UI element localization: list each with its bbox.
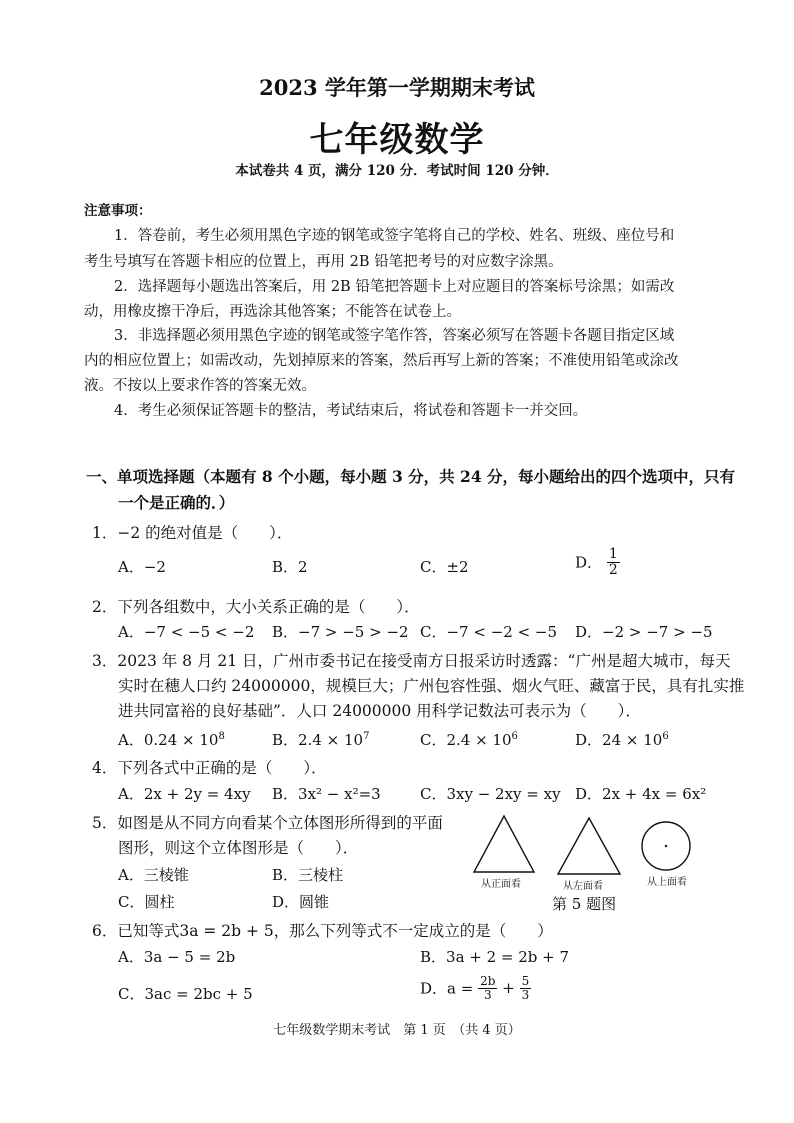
fraction bbox=[520, 975, 532, 1001]
question-1-option-d bbox=[575, 547, 620, 577]
fraction-denominator: 2 bbox=[608, 561, 618, 578]
note-2-line-2: 动，用橡皮擦干净后，再选涂其他答案；不能答在试卷上。 bbox=[84, 304, 461, 320]
question-6-option-d-label: D．a = bbox=[420, 979, 474, 998]
fraction-denominator: 3 bbox=[483, 987, 492, 1002]
top-view-label: 从上面看 bbox=[647, 877, 687, 888]
question-4-option-b: B．3x² − x²=3 bbox=[272, 785, 381, 803]
notes-heading: 注意事项： bbox=[84, 203, 152, 219]
question-4-option-d: D．2x + 4x = 6x² bbox=[575, 785, 707, 803]
exam-info: 本试卷共 4 页，满分 120 分．考试时间 120 分钟． bbox=[235, 163, 559, 179]
fraction-denominator: 3 bbox=[521, 987, 530, 1002]
question-2-option-d: D．−2 > −7 > −5 bbox=[575, 623, 713, 641]
question-6-stem: 6．已知等式3a = 2b + 5，那么下列等式不一定成立的是（ ） bbox=[92, 922, 553, 940]
fraction bbox=[607, 547, 620, 577]
fraction bbox=[478, 975, 497, 1001]
question-4-stem: 4．下列各式中正确的是（ ）． bbox=[92, 759, 327, 777]
fraction-numerator: 5 bbox=[521, 974, 530, 988]
question-1-option-b: B．2 bbox=[272, 558, 308, 576]
note-3-line-3: 液。不按以上要求作答的答案无效。 bbox=[84, 378, 316, 394]
question-3-option-b-exponent: 7 bbox=[363, 731, 370, 742]
question-6-option-b: B．3a + 2 = 2b + 7 bbox=[420, 948, 570, 966]
question-4-option-c: C．3xy − 2xy = xy bbox=[420, 785, 561, 803]
question-2-option-a: A．−7 < −5 < −2 bbox=[118, 623, 255, 641]
question-3-option-a-text: A．0.24 × 10 bbox=[118, 731, 219, 749]
question-3-line-3: 进共同富裕的良好基础”．人口 24000000 用科学记数法可表示为（ ）． bbox=[118, 702, 641, 720]
question-5-figure-caption: 第 5 题图 bbox=[552, 895, 617, 913]
question-3-option-d-exponent: 6 bbox=[662, 731, 669, 742]
question-5-option-c: C．圆柱 bbox=[118, 893, 175, 911]
question-1-option-d-label: D． bbox=[575, 553, 603, 572]
left-view-label: 从左面看 bbox=[563, 881, 603, 892]
question-3-option-d-text: D．24 × 10 bbox=[575, 731, 663, 749]
note-3-line-1: 3．非选择题必须用黑色字迹的钢笔或签字笔作答，答案必须写在答题卡各题目指定区域 bbox=[114, 328, 675, 344]
question-6-option-c: C．3ac = 2bc + 5 bbox=[118, 985, 253, 1003]
top-view-center-dot bbox=[665, 845, 667, 847]
question-3-option-d bbox=[575, 729, 669, 750]
question-1-stem: 1．−2 的绝对值是（ ）． bbox=[92, 524, 293, 542]
plus-sign: + bbox=[502, 979, 515, 998]
note-2-line-1: 2．选择题每小题选出答案后，用 2B 铅笔把答题卡上对应题目的答案标号涂黑；如需改 bbox=[114, 279, 675, 295]
question-6-option-d bbox=[420, 975, 531, 1001]
question-3-option-c bbox=[420, 729, 518, 750]
question-5-option-a: A．三棱锥 bbox=[118, 866, 189, 884]
subject-title: 七年级数学 bbox=[309, 120, 485, 160]
question-3-option-a-exponent: 8 bbox=[218, 731, 225, 742]
question-5-line-1: 5．如图是从不同方向看某个立体图形所得到的平面 bbox=[92, 814, 443, 832]
question-3-option-c-exponent: 6 bbox=[511, 731, 518, 742]
note-1-line-2: 考生号填写在答题卡相应的位置上，再用 2B 铅笔把考号的对应数字涂黑。 bbox=[84, 254, 563, 270]
front-view-triangle bbox=[474, 816, 534, 872]
question-5-option-d: D．圆锥 bbox=[272, 893, 330, 911]
question-3-option-c-text: C．2.4 × 10 bbox=[420, 731, 512, 749]
question-1-option-c: C．±2 bbox=[420, 558, 469, 576]
note-3-line-2: 内的相应位置上；如需改动，先划掉原来的答案，然后再写上新的答案；不准使用铅笔或涂改 bbox=[84, 353, 679, 369]
question-3-option-a bbox=[118, 729, 225, 750]
note-1-line-1: 1．答卷前，考生必须用黑色字迹的钢笔或签字笔将自己的学校、姓名、班级、座位号和 bbox=[114, 228, 675, 244]
question-1-option-a: A．−2 bbox=[118, 558, 166, 576]
question-2-stem: 2．下列各组数中，大小关系正确的是（ ）． bbox=[92, 598, 420, 616]
question-2-option-c: C．−7 < −2 < −5 bbox=[420, 623, 558, 641]
front-view-label: 从正面看 bbox=[481, 879, 521, 890]
question-5-option-b: B．三棱柱 bbox=[272, 866, 344, 884]
section-1-heading: 一、单项选择题（本题有 8 个小题，每小题 3 分，共 24 分，每小题给出的四个选项中，只有 bbox=[86, 467, 736, 486]
note-4-line-1: 4．考生必须保证答题卡的整洁，考试结束后，将试卷和答题卡一并交回。 bbox=[114, 403, 588, 419]
question-3-line-2: 实时在穗人口约 24000000，规模巨大；广州包容性强、烟火气旺、藏富于民，具有扎实推 bbox=[118, 677, 745, 695]
question-3-option-b-text: B．2.4 × 10 bbox=[272, 731, 364, 749]
question-5-line-2: 图形，则这个立体图形是（ ）． bbox=[118, 839, 359, 857]
section-1-heading-line-2: 一个是正确的．） bbox=[118, 493, 235, 512]
question-2-option-b: B．−7 > −5 > −2 bbox=[272, 623, 409, 641]
question-4-option-a: A．2x + 2y = 4xy bbox=[118, 785, 251, 803]
exam-title: 2023 学年第一学期期末考试 bbox=[259, 75, 535, 100]
question-6-option-a: A．3a − 5 = 2b bbox=[118, 948, 236, 966]
question-3-option-b bbox=[272, 729, 369, 750]
page-footer: 七年级数学期末考试 第 1 页 （共 4 页） bbox=[273, 1023, 521, 1038]
question-3-line-1: 3．2023 年 8 月 21 日，广州市委书记在接受南方日报采访时透露：“广州是超大城市，每天 bbox=[92, 652, 731, 670]
fraction-numerator: 2b bbox=[480, 974, 496, 988]
fraction-numerator: 1 bbox=[608, 546, 618, 562]
left-view-triangle bbox=[558, 818, 620, 874]
